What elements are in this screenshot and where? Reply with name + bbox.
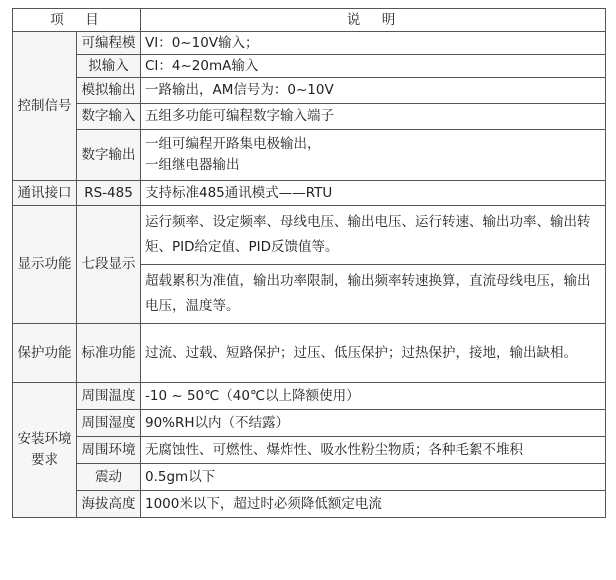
spec-table <box>12 8 606 518</box>
row-name: RS-485 <box>77 181 141 206</box>
table-row <box>13 55 606 78</box>
row-name: 七段显示 <box>77 206 141 324</box>
table-row <box>13 324 606 383</box>
row-desc: 0.5gm以下 <box>141 464 606 491</box>
table-row <box>13 181 606 206</box>
table-row <box>13 464 606 491</box>
table-row <box>13 32 606 55</box>
table-row <box>13 104 606 130</box>
row-desc: VI：0~10V输入； <box>141 32 606 55</box>
row-name: 拟输入 <box>77 55 141 78</box>
row-desc: 一路输出，AM信号为：0~10V <box>141 78 606 104</box>
row-name: 数字输出 <box>77 130 141 181</box>
table-row <box>13 437 606 464</box>
row-name: 周围环境 <box>77 437 141 464</box>
row-desc: 支持标准485通讯模式——RTU <box>141 181 606 206</box>
table-row <box>13 130 606 181</box>
group-env-line: 安装环境 <box>17 431 72 447</box>
row-desc: -10 ~ 50℃（40℃以上降额使用） <box>141 383 606 410</box>
header-item: 项 目 <box>13 9 141 32</box>
group-env <box>13 383 77 518</box>
header-desc: 说 明 <box>141 9 606 32</box>
row-name: 模拟输出 <box>77 78 141 104</box>
table-row <box>13 491 606 518</box>
desc-line: 一组可编程开路集电极输出， <box>145 136 321 152</box>
table-row <box>13 383 606 410</box>
row-name: 震动 <box>77 464 141 491</box>
row-name: 周围温度 <box>77 383 141 410</box>
row-desc: 过流、过载、短路保护；过压、低压保护；过热保护，接地，输出缺相。 <box>141 324 606 383</box>
row-desc <box>141 130 606 181</box>
row-name: 标准功能 <box>77 324 141 383</box>
row-desc: CI：4~20mA输入 <box>141 55 606 78</box>
group-protect: 保护功能 <box>13 324 77 383</box>
row-name: 周围湿度 <box>77 410 141 437</box>
row-desc: 五组多功能可编程数字输入端子 <box>141 104 606 130</box>
table-row <box>13 78 606 104</box>
row-desc: 无腐蚀性、可燃性、爆炸性、吸水性粉尘物质；各种毛絮不堆积 <box>141 437 606 464</box>
header-row <box>13 9 606 32</box>
group-comm: 通讯接口 <box>13 181 77 206</box>
row-name: 可编程模 <box>77 32 141 55</box>
row-desc: 超载累积为准值，输出功率限制，输出频率转速换算，直流母线电压，输出电压，温度等。 <box>141 265 606 324</box>
row-desc: 1000米以下，超过时必须降低额定电流 <box>141 491 606 518</box>
row-desc: 运行频率、设定频率、母线电压、输出电压、运行转速、输出功率、输出转矩、PID给定值、PID反馈值等。 <box>141 206 606 265</box>
group-env-line: 要求 <box>31 452 58 468</box>
group-display: 显示功能 <box>13 206 77 324</box>
group-control: 控制信号 <box>13 32 77 181</box>
table-row <box>13 206 606 265</box>
row-name: 海拔高度 <box>77 491 141 518</box>
desc-line: 一组继电器输出 <box>145 157 240 173</box>
row-desc: 90%RH以内（不结露） <box>141 410 606 437</box>
row-name: 数字输入 <box>77 104 141 130</box>
table-row <box>13 410 606 437</box>
